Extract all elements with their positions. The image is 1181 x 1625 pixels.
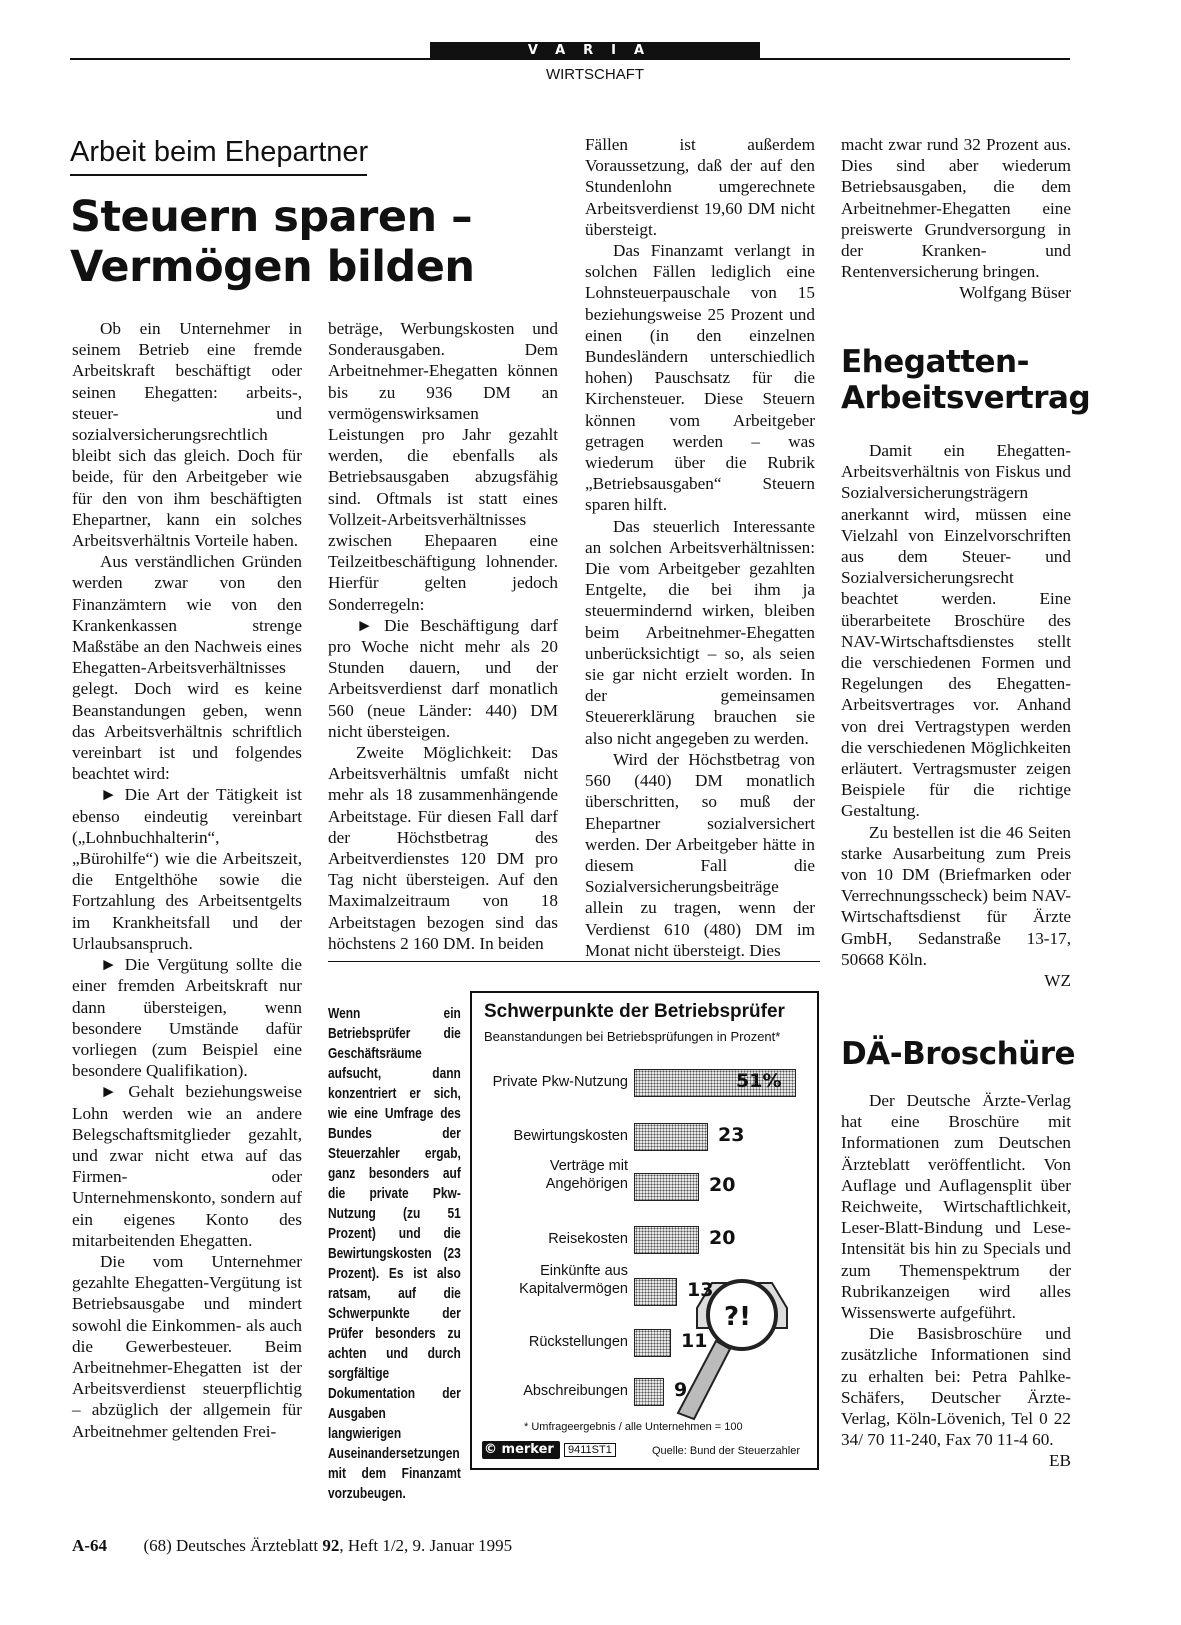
paragraph: ► Gehalt beziehungsweise Lohn werden wie an andere Belegschaftsmitglieder gezahlt, und zwar nicht etwa auf das Firmen- oder Unternehmenskonto, sondern auf ein eigenes Konto des mitarbeitenden Ehegatten. [72,1082,302,1250]
chart-category-label-line: Private Pkw-Nutzung [492,1074,628,1090]
paragraph: macht zwar rund 32 Prozent aus. Dies sind aber wiederum Betriebsausgaben, die dem Arbeitnehmer-Ehegatten eine preiswerte Grundversorgung in der Kranken- und Rentenversicherung bringen. [841,135,1071,282]
paragraph: Zweite Möglichkeit: Das Arbeitsverhältnis umfaßt nicht mehr als 18 zusammenhängende Arbeitstage. Für diesen Fall darf der Höchstbetrag des Arbeitverdienstes 120 DM pro Tag nicht übersteigen. Auf den Maximalzeitraum von 18 Arbeitstagen bezogen sind das höchstens 2 160 DM. In beiden [328,743,558,953]
chart-source: Quelle: Bund der Steuerzahler [652,1445,800,1457]
chart-category-label-line: Abschreibungen [523,1383,628,1399]
article-headline [70,192,475,292]
chart-category-label [472,1157,628,1193]
svg-text:?!: ?! [724,1302,751,1332]
paragraph: Wird der Höchstbetrag von 560 (440) DM monatlich überschritten, so muß der Ehepartner sozialversichert werden. Der Arbeitgeber hätte in diesem Fall die Sozialversicherungsbeiträge allein zu tragen, wenn der Verdienst 610 (480) DM im Monat nicht übersteigt. Dies [585,749,815,960]
chart-value-label: 20 [709,1227,736,1249]
paragraph: Das Finanzamt verlangt in solchen Fällen lediglich eine Lohnsteuerpauschale von 15 beziehungsweise 25 Prozent und einen (in den einzelnen Bundesländern unterschiedlich hohen) Pauschsatz für die Kirchensteuer. Diese Steuern können vom Arbeitgeber getragen werden – was wiederum über die Rubrik „Betriebsausgaben“ Steuern sparen hilft. [585,241,815,515]
footer-issue: , Heft 1/2, 9. Januar 1995 [339,1536,513,1555]
chart-bar [634,1173,699,1201]
paragraph: beträge, Werbungskosten und Sonderausgaben. Dem Arbeitnehmer-Ehegatten können bis zu 936 DM an vermögenswirksamen Leistungen pro Jahr gezahlt werden, die ebenfalls als Betriebsausgaben abzugsfähig sind. Oftmals ist statt eines Vollzeit-Arbeitsverhältnisses zwischen Ehepaaren eine Teilzeitbeschäftigung lohnender. Hierfür gelten jedoch Sonderregeln: [328,319,558,614]
chart-code: 9411ST1 [564,1443,616,1457]
chart-category-label [472,1230,628,1248]
chart-category-label-line: Einkünfte aus [540,1263,628,1279]
chart-bar [634,1278,677,1306]
footer-journal: (68) Deutsches Ärzteblatt [143,1536,323,1555]
brand-name: merker [501,1442,554,1457]
article-column-3 [585,134,815,961]
footer-volume: 92 [322,1536,340,1555]
chart-bar [634,1226,699,1254]
section-varia-banner: VARIA [430,42,760,60]
headline-line-2: Vermögen bilden [70,242,475,292]
chart-value-label: 23 [718,1124,745,1146]
author-byline: Wolfgang Büser [959,283,1071,303]
box1-title-line-2: Arbeitsvertrag [841,380,1091,416]
chart-value-label: 9 [674,1379,688,1401]
chart-bar [634,1329,671,1357]
box1-title-line-1: Ehegatten- [841,344,1029,380]
box2-text [841,1090,1071,1472]
chart-footnote: * Umfrageergebnis / alle Unternehmen = 100 [524,1421,743,1433]
paragraph: Ob ein Unternehmer in seinem Betrieb eine fremde Arbeitskraft beschäftigt oder seinen Ehegatten: arbeits-, steuer- und sozialversicherungsrechtlich bleibt sich das gleich. Doch für beide, für den Arbeitgeber wie für den von ihm beschäftigten Ehepartner, kann ein solches Arbeitsverhältnis Vorteile haben. [72,319,302,551]
chart-category-label-line: Bewirtungskosten [513,1128,628,1144]
paragraph: ► Die Art der Tätigkeit ist ebenso eindeutig vereinbart („Lohnbuchhalterin“, „Bürohilfe“) wie die Arbeitszeit, die Entgelthöhe sowie die Fortzahlung des Arbeitsentgelts im Krankheitsfall und der Urlaubsanspruch. [72,785,302,953]
paragraph: Aus verständlichen Gründen werden zwar von den Finanzämtern wie von den Krankenkassen strenge Maßstäbe an den Nachweis eines Ehegatten-Arbeitsverhältnisses gelegt. Doch wird es keine Beanstandungen geben, wenn das Arbeitsverhältnis schriftlich vereinbart ist und folgendes beachtet wird: [72,552,302,784]
paragraph: Zu bestellen ist die 46 Seiten starke Ausarbeitung zum Preis von 10 DM (Briefmarken oder Verrechnungsscheck) beim NAV-Wirtschaftsdienst für Ärzte GmbH, Sedanstraße 13-17, 50668 Köln. [841,822,1071,969]
paragraph: Der Deutsche Ärzte-Verlag hat eine Broschüre mit Informationen zum Deutschen Ärzteblatt veröffentlicht. Von Auflage und Auflagensplit über Reichweite, Wirtschaftlichkeit, Leser-Blatt-Bindung und Lese-Intensität bis hin zu Specials und zum Themenspektrum der Rubrikanzeigen wird alles Wissenswerte aufgeführt. [841,1091,1071,1323]
box1-text [841,440,1071,991]
chart-brand-logo [482,1441,560,1459]
chart-category-label-line: Angehörigen [545,1176,628,1192]
chart-separator-rule [328,961,820,962]
chart-category-label [472,1127,628,1145]
paragraph: ► Die Beschäftigung darf pro Woche nicht mehr als 20 Stunden dauern, und der Arbeitsverdienst darf monatlich 560 (neue Länder: 440) DM nicht übersteigen. [328,615,558,741]
chart-category-label [472,1262,628,1298]
chart-category-label-line: Rückstellungen [528,1334,628,1350]
box1-title [841,344,1090,416]
paragraph: Das steuerlich Interessante an solchen Arbeitsverhältnissen: Die vom Arbeitgeber gezahlten Entgelte, die bei ihm ja steuermindernd wirken, bleiben beim Arbeitnehmer-Ehegatten unberücksichtigt – so, als seien sie gar nicht erzielt worden. In der gemeinsamen Steuererklärung brauchen sie also nicht angegeben zu werden. [585,516,815,748]
page-footer [72,1536,512,1556]
paragraph: Fällen ist außerdem Voraussetzung, daß der auf den Stundenlohn umgerechnete Arbeitsverdienst 19,60 DM nicht übersteigt. [585,135,815,239]
chart-bar [634,1123,708,1151]
chart-category-label [472,1382,628,1400]
box1-signature: WZ [1044,971,1071,991]
paragraph: Damit ein Ehegatten-Arbeitsverhältnis von Fiskus und Sozialversicherungsträgern anerkannt wird, müssen eine Vielzahl von Einzelvorschriften aus dem Steuer- und Sozialversicherungsrecht beachtet werden. Eine überarbeitete Broschüre des NAV-Wirtschaftsdienstes stellt die verschiedenen Formen und Regelungen des Ehegatten-Arbeitsvertrages vor. Anhand von drei Vertragstypen werden die verschiedenen Möglichkeiten erläutert. Vertragsmuster zeigen Beispiele für die richtige Gestaltung. [841,441,1071,821]
headline-line-1: Steuern sparen – [70,192,473,242]
chart-caption-text: Wenn ein Betriebsprüfer die Geschäftsräume aufsucht, dann konzentriert er sich, wie eine Umfrage des Bundes der Steuerzahler ergab, ganz besonders auf die private Pkw-Nutzung (zu 51 Prozent) und die Bewirtungskosten (23 Prozent). Es ist also ratsam, auf die Schwerpunkte der Prüfer besonders zu achten und durch sorgfältige Dokumentation der Ausgaben langwierigen Auseinandersetzungen mit dem Finanzamt vorzubeugen. [328,1006,461,1502]
chart-value-label: 51% [736,1070,782,1092]
article-column-1 [72,318,302,1442]
copyright-icon: © [484,1442,497,1457]
chart-bar [634,1378,664,1406]
kicker-underline [70,174,367,176]
page-number: A-64 [72,1536,107,1555]
chart-value-label: 13 [687,1279,714,1301]
paragraph: Die vom Unternehmer gezahlte Ehegatten-Vergütung ist Betriebsausgabe und mindert sowohl die Einkommen- als auch die Gewerbesteuer. Beim Arbeitnehmer-Ehegatten ist der Arbeitsverdienst steuerpflichtig – abzüglich der allgemein für Arbeitnehmer geltenden Frei- [72,1251,302,1441]
chart-category-label-line: Kapitalvermögen [519,1281,628,1297]
article-kicker: Arbeit beim Ehepartner [70,136,369,168]
paragraph: ► Die Vergütung sollte die einer fremden Arbeitskraft nur dann übersteigen, wenn besondere Umstände dafür vorliegen (zum Beispiel eine besondere Qualifikation). [72,955,302,1081]
box2-signature: EB [1049,1451,1071,1471]
article-column-4 [841,134,1071,304]
chart-subtitle: Beanstandungen bei Betriebsprüfungen in Prozent* [484,1029,781,1044]
section-category: WIRTSCHAFT [545,66,645,83]
box2-title: DÄ-Broschüre [841,1036,1076,1072]
chart-category-label-line: Verträge mit [549,1158,628,1174]
chart-category-label [472,1073,628,1091]
chart-value-label: 20 [709,1174,736,1196]
chart-title: Schwerpunkte der Betriebsprüfer [484,1001,785,1022]
chart-category-label-line: Reisekosten [548,1231,628,1247]
paragraph: Die Basisbroschüre und zusätzliche Informationen sind zu erhalten bei: Petra Pahlke-Schäfers, Deutscher Ärzte-Verlag, Köln-Lövenich, Tel 0 22 34/ 70 11-240, Fax 70 11-4 60. [841,1324,1071,1450]
bar-chart [470,991,819,1470]
article-column-2 [328,318,558,954]
chart-category-label [472,1333,628,1351]
chart-value-label: 11 [681,1330,708,1352]
